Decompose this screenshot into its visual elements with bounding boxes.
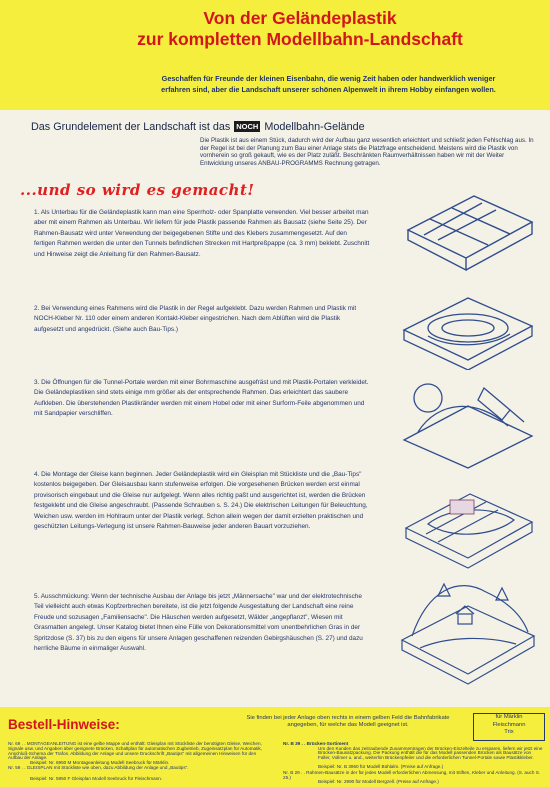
order-item-b29: Nr. B 29 . . Rahmen-Bausätze in der für jedes Modell erforderlichen Abmessung, mit Stiften, Kleber und Anleitung. (S. auch S. 25.) (283, 770, 541, 780)
section-heading (31, 121, 365, 133)
order-example-59: Beispiel: Nr. 5950 F Gleisplan Modell Seebruck für Fleischmann. (30, 776, 163, 782)
brand-fleischmann: Fleischmann (492, 721, 526, 728)
brand-logo: NOCH (236, 122, 259, 131)
frame-illustration (398, 182, 538, 274)
intro-line-2: erfahren sind, aber die Landschaft unserer schönen Alpenwelt in ihrem Hobby einfangen wollen. (161, 85, 496, 94)
intro-text (116, 73, 541, 95)
title-line-1: Von der Geländeplastik (203, 8, 397, 28)
step-2: 2. Bei Verwendung eines Rahmens wird die Plastik in der Regel aufgeklebt. Dazu werden Rahmen und Plastik mit NOCH-Kleber Nr. 110 oder einem anderen Kontakt-Kleber eingestrichen. Nach dem Ablüften wird die Plastik aufgesetzt und angedrückt. (Siehe auch Bau-Tips.) (34, 305, 357, 333)
brand-trix: Trix (504, 729, 514, 735)
brand-box (473, 713, 545, 741)
intro-line-1: Geschaffen für Freunde der kleinen Eisenbahn, die wenig Zeit haben oder handwerklich weniger (161, 74, 496, 83)
step-4: 4. Die Montage der Gleise kann beginnen. Jeder Geländeplastik wird ein Gleisplan mit Stückliste und die „Bau-Tips" kostenlos beigegeben. Der Gleisausbau kann stufenweise erfolgen. Die vorgesehenen Brücken werden erst einmal provisorisch eingebaut und die Gleise nur aufgelegt. Wenn alles richtig paßt und ausgerichtet ist, werden die Brücken festgeklebt und die Gleise angeschraubt. (Passende Schrauben s. S. 24.) Die elektrischen Leitungen für Beleuchtung, Weichen usw. werden im Hohlraum unter der Plastik verlegt. Schon allein wegen der damit erzielten praktischen und geschützten Leitungs-Verlegung ist unsere Rahmen-Bauweise jeder anderen Bauart vorzuziehen. (34, 471, 368, 531)
brand-marklin: für Märklin (495, 714, 523, 720)
heading-text-2: Modellbahn-Gelände (264, 121, 365, 133)
order-item-59: Nr. 59 . . GLEISPLAN mit Stückliste wie oben, dazu Abbildung der Anlage und „Bautips". (8, 765, 189, 771)
order-note: Sie finden bei jeder Anlage oben rechts in einem gelben Feld die Bahnfabrikate angegeben, für welche das Modell geeignet ist. (246, 715, 450, 729)
step-3: 3. Die Öffnungen für die Tunnel-Portale werden mit einer Bohrmaschine ausgefräst und mit Plastik-Portalen verkleidet. Die Geländeplastiken sind stets einige mm größer als der entsprechende Rahmen. Das erleichtert das saubere Aufkleben. Die überstehenden Plastikränder werden mit einem Hobel oder mit einer Surform-Feile abgenommen und mit Sandpapier verschliffen. (34, 379, 369, 418)
order-example-b39: Beispiel: Nr. B 3960 für Modell Bühlalm. (Preise auf Anfrage.) (318, 764, 444, 770)
page-title (60, 8, 540, 50)
slogan: ...und so wird es gemacht! (20, 181, 255, 199)
order-item-b39-title: Nr. B 39 . . Brücken-Sortiment (283, 741, 349, 746)
plastic-on-frame-illustration (398, 290, 538, 370)
order-item-b39-text: Um den Kunden das zeitraubende Zusammentragen der Brücken-Einzelteile zu ersparen, liefern wir jetzt eine Brücken-Bausatzpackung. Die Packung enthält die für das Modell passenden Brücken als Bausätze von Faller, Vollmer u. and., weiterhin Brückenpfeiler und die erforderlichen Tunnel-Portale sowie Plastikkleber. (318, 745, 543, 761)
track-assembly-illustration (398, 480, 538, 572)
section-lead: Die Plastik ist aus einem Stück, dadurch wird der Aufbau ganz wesentlich erleichtert und schließt jeden Fehlschlag aus. In der Regel ist bei der Planung zum Bau einer Anlage stets die Platzfrage entscheidend. Meistens wird die Plastik von vornherein so groß gekauft, wie es der Platz zuläßt. Beschränkten Raumverhältnissen haben wir mit der Weiter Entwicklung unseres ANBAU-PROGRAMMS Rechnung getragen. (200, 137, 534, 167)
step-5: 5. Ausschmückung: Wenn der technische Ausbau der Anlage bis jetzt „Männersache" war und der elektrotechnische Teil vielleicht auch etwas Kopfzerbrechen bereitete, ist die jetzt folgende Ausgestaltung der Landschaft eine reine Freude und sozusagen „Familiensache". Die Häuschen werden aufgesetzt, Wälder „angepflanzt", Wiesen mit Grasmatten angelegt. Unser Katalog bietet Ihnen eine Fülle von Dekorationsmittel vom unentbehrlichen Gras in der Spritzdose (S. 37) bis zu den eigens für unsere Anlagen geschaffenen reizenden Gebirgshäuschen (S. 27) und dazu herrliche Bäume in einmaliger Auswahl. (34, 593, 363, 653)
tunnel-portal-illustration (398, 380, 538, 472)
heading-text: Das Grundelement der Landschaft ist das (31, 121, 231, 133)
order-heading: Bestell-Hinweise: (8, 717, 120, 732)
title-line-2: zur kompletten Modellbahn-Landschaft (137, 29, 463, 49)
order-example-b29: Beispiel: Nr. 2990 für Modell Bergzell. (Preise auf Anfrage.) (318, 779, 439, 785)
step-1: 1. Als Unterbau für die Geländeplastik kann man eine Sperrholz- oder Spanplatte verwenden. Viel besser arbeitet man aber mit einem Rahmen als Unterbau. Wir liefern für jede Plastik passende Rahmen als Bausatz (siehe Seite 25). Der Rahmen-Bausatz wird unter Verwendung der beigegebenen Stifte und des Klebers zusammengesetzt. Auf den fertigen Rahmen werden die unter den Tunnels befindlichen Strecken mit Hartpreßpappe (ca. 3 mm) beklebt. Zuschnitt und Hinweise zeigt die Anleitung für den Rahmen-Bausatz. (34, 209, 370, 258)
order-item-69: Nr. 69 . . MONTAGEANLEITUNG ist eine gelbe Mappe und enthält: Gleisplan mit Stückliste der benötigten Gleise, Weichen, Signale usw. und Angaben über geeignete Brücken, Schaltplan für automatischen Zugbetrieb, Zugeinsatzplan für Automatik, Anschluß-Schema der Trafos. Abbildung der Anlage und unsere Druckschrift „Bautips" mit allgemeinen Hinweisen für den Aufbau der Anlage. (8, 741, 263, 761)
landscape-illustration (398, 570, 538, 688)
order-example-69: Beispiel: Nr. 6950 M Montageanleitung Modell Seebruck für Märklin. (30, 760, 170, 766)
